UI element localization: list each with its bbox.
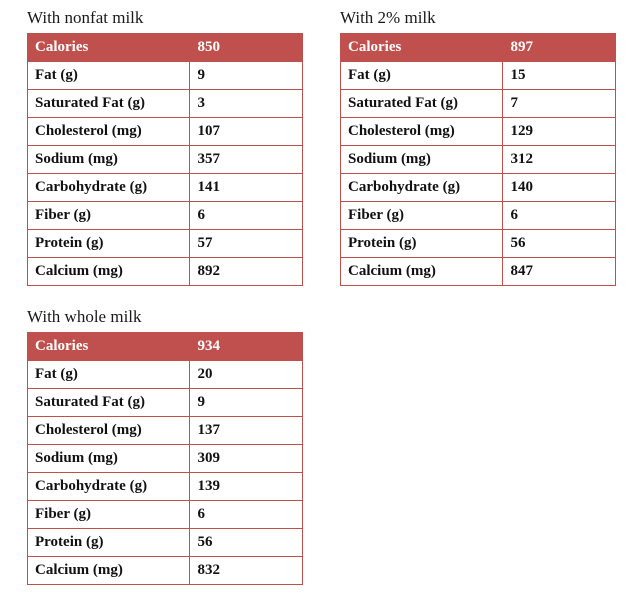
nutrient-label: Fat (g) — [28, 361, 190, 389]
table-row — [28, 473, 303, 501]
nutrient-label: Fiber (g) — [341, 202, 503, 230]
nutrition-panel-two-percent — [340, 8, 616, 286]
nutrient-value: 934 — [190, 333, 303, 361]
nutrient-value: 15 — [503, 62, 616, 90]
nutrient-label: Sodium (mg) — [28, 445, 190, 473]
nutrient-value: 9 — [190, 62, 303, 90]
nutrient-label: Fat (g) — [28, 62, 190, 90]
table-row — [28, 118, 303, 146]
nutrient-label: Carbohydrate (g) — [341, 174, 503, 202]
table-row — [341, 258, 616, 286]
nutrient-value: 832 — [190, 557, 303, 585]
nutrient-value: 140 — [503, 174, 616, 202]
nutrient-value: 56 — [190, 529, 303, 557]
nutrient-label: Cholesterol (mg) — [341, 118, 503, 146]
nutrition-table-whole — [27, 332, 303, 585]
nutrient-label: Carbohydrate (g) — [28, 174, 190, 202]
nutrient-label: Calcium (mg) — [28, 557, 190, 585]
nutrient-label: Calories — [341, 34, 503, 62]
table-row — [341, 90, 616, 118]
panel-title-two-percent: With 2% milk — [340, 8, 436, 27]
panel-title-whole: With whole milk — [27, 307, 142, 326]
table-row — [28, 417, 303, 445]
panel-title-nonfat: With nonfat milk — [27, 8, 144, 27]
table-row — [28, 146, 303, 174]
nutrient-value: 9 — [190, 389, 303, 417]
nutrient-label: Fiber (g) — [28, 501, 190, 529]
table-row — [28, 557, 303, 585]
table-row — [341, 174, 616, 202]
nutrient-label: Calories — [28, 333, 190, 361]
table-row — [341, 146, 616, 174]
nutrient-label: Sodium (mg) — [341, 146, 503, 174]
nutrient-value: 6 — [190, 202, 303, 230]
table-row — [341, 118, 616, 146]
table-row — [28, 529, 303, 557]
table-row — [341, 62, 616, 90]
nutrition-table-nonfat — [27, 33, 303, 286]
nutrient-label: Protein (g) — [28, 529, 190, 557]
nutrient-value: 137 — [190, 417, 303, 445]
nutrient-label: Calcium (mg) — [28, 258, 190, 286]
table-row — [341, 202, 616, 230]
nutrient-value: 6 — [503, 202, 616, 230]
nutrient-value: 892 — [190, 258, 303, 286]
nutrient-label: Cholesterol (mg) — [28, 118, 190, 146]
nutrient-value: 6 — [190, 501, 303, 529]
nutrient-value: 3 — [190, 90, 303, 118]
table-row — [28, 501, 303, 529]
nutrient-value: 7 — [503, 90, 616, 118]
nutrient-value: 56 — [503, 230, 616, 258]
nutrient-value: 107 — [190, 118, 303, 146]
nutrient-value: 20 — [190, 361, 303, 389]
table-row — [28, 62, 303, 90]
nutrient-label: Cholesterol (mg) — [28, 417, 190, 445]
table-row — [28, 230, 303, 258]
nutrient-value: 309 — [190, 445, 303, 473]
table-row — [28, 90, 303, 118]
table-row — [341, 230, 616, 258]
nutrient-value: 850 — [190, 34, 303, 62]
table-row — [28, 333, 303, 361]
nutrient-label: Saturated Fat (g) — [341, 90, 503, 118]
table-row — [28, 34, 303, 62]
nutrient-label: Fiber (g) — [28, 202, 190, 230]
nutrient-value: 312 — [503, 146, 616, 174]
nutrient-label: Saturated Fat (g) — [28, 90, 190, 118]
nutrient-label: Sodium (mg) — [28, 146, 190, 174]
nutrient-value: 129 — [503, 118, 616, 146]
nutrient-label: Saturated Fat (g) — [28, 389, 190, 417]
table-row — [28, 258, 303, 286]
nutrition-panel-nonfat — [27, 8, 303, 286]
nutrient-label: Calories — [28, 34, 190, 62]
nutrient-label: Carbohydrate (g) — [28, 473, 190, 501]
nutrient-label: Calcium (mg) — [341, 258, 503, 286]
table-row — [28, 445, 303, 473]
nutrient-label: Protein (g) — [341, 230, 503, 258]
table-row — [341, 34, 616, 62]
table-row — [28, 174, 303, 202]
nutrition-panel-whole — [27, 307, 303, 585]
nutrient-value: 139 — [190, 473, 303, 501]
nutrient-label: Fat (g) — [341, 62, 503, 90]
table-row — [28, 202, 303, 230]
table-row — [28, 361, 303, 389]
nutrient-value: 897 — [503, 34, 616, 62]
nutrient-value: 847 — [503, 258, 616, 286]
nutrient-value: 357 — [190, 146, 303, 174]
nutrition-table-two-percent — [340, 33, 616, 286]
nutrient-label: Protein (g) — [28, 230, 190, 258]
nutrient-value: 57 — [190, 230, 303, 258]
table-row — [28, 389, 303, 417]
nutrient-value: 141 — [190, 174, 303, 202]
